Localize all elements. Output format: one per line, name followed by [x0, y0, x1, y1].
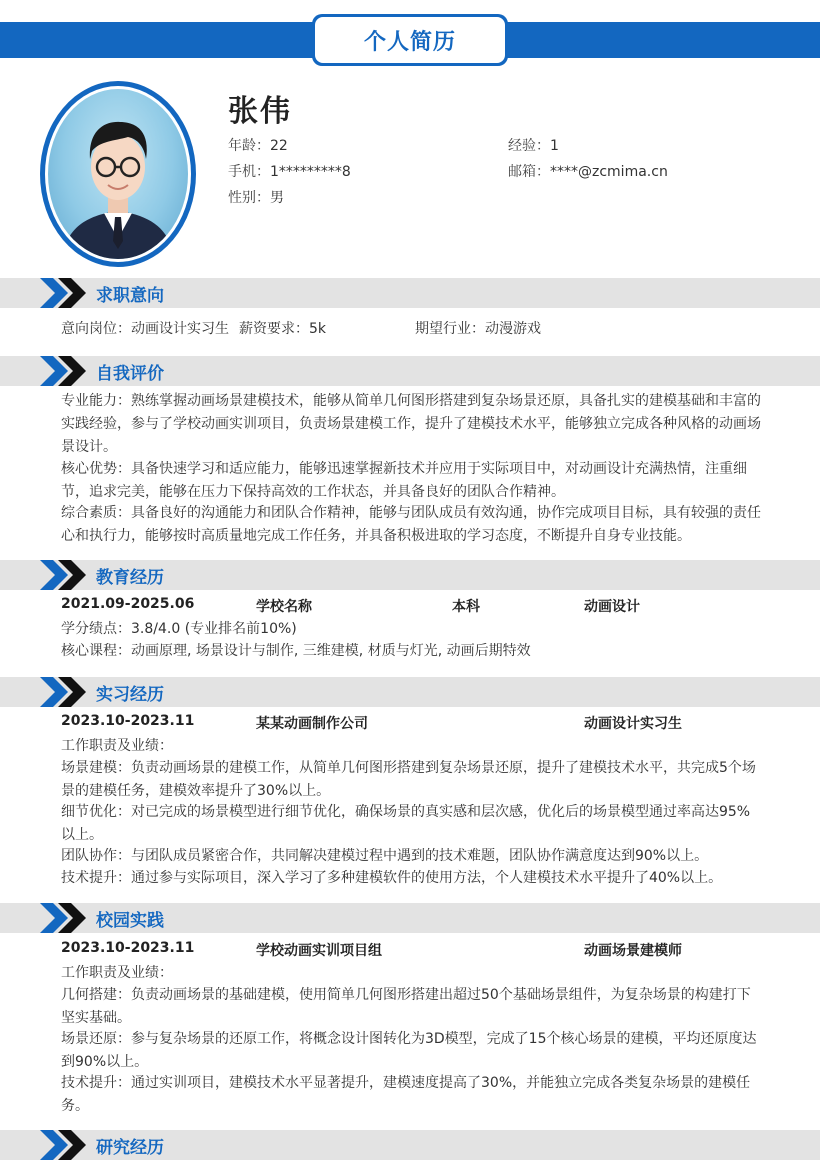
intent-salary: 薪资要求：5k [239, 321, 327, 337]
internship-role: 动画设计实习生 [584, 716, 682, 732]
internship-teamwork: 团队协作：与团队成员紧密合作，共同解决建模过程中遇到的技术难题，团队协作满意度达到90%以上。 [61, 848, 709, 864]
internship-period: 2023.10-2023.11 [61, 713, 195, 729]
campus-org: 学校动画实训项目组 [256, 943, 382, 959]
section-title: 教育经历 [96, 568, 164, 588]
campus-role: 动画场景建模师 [584, 943, 682, 959]
campus-skills: 技术提升：通过实训项目，建模技术水平显著提升，建模速度提高了30%，并能独立完成各类复杂场景的建模任务。 [61, 1075, 751, 1114]
education-row [61, 596, 761, 618]
double-chevron-icon [40, 560, 90, 590]
intent-position: 意向岗位：动画设计实习生 [61, 321, 229, 337]
education-courses: 核心课程：动画原理, 场景设计与制作, 三维建模, 材质与灯光, 动画后期特效 [61, 643, 531, 659]
profile-photo [48, 89, 188, 259]
campus-restoration: 场景还原：参与复杂场景的还原工作，将概念设计图转化为3D模型，完成了15个核心场景的建模，平均还原度达到90%以上。 [61, 1031, 757, 1070]
section-job-intent [0, 278, 820, 308]
internship-row [61, 713, 761, 735]
experience-info: 经验：1 [508, 138, 559, 154]
resume-title: 个人简历 [315, 17, 505, 63]
section-education [0, 560, 820, 590]
double-chevron-icon [40, 903, 90, 933]
internship-modeling: 场景建模：负责动画场景的建模工作，从简单几何图形搭建到复杂场景还原，提升了建模技术水平，共完成5个场景的建模任务，建模效率提升了30%以上。 [61, 760, 756, 799]
double-chevron-icon [40, 1130, 90, 1160]
self-eval-quality: 综合素质：具备良好的沟通能力和团队合作精神，能够与团队成员有效沟通，协作完成项目目标，具有较强的责任心和执行力，能够按时高质量地完成工作任务，并具备积极进取的学习态度，不断提升自身专业技能。 [61, 505, 761, 544]
gender-info: 性别：男 [228, 190, 284, 206]
intent-industry: 期望行业：动漫游戏 [415, 321, 541, 337]
education-degree: 本科 [452, 599, 480, 615]
double-chevron-icon [40, 278, 90, 308]
email-info: 邮箱：****@zcmima.cn [508, 164, 668, 180]
education-period: 2021.09-2025.06 [61, 596, 195, 612]
section-self-eval [0, 356, 820, 386]
internship-optimization: 细节优化：对已完成的场景模型进行细节优化，确保场景的真实感和层次感，优化后的场景模型通过率高达95%以上。 [61, 804, 751, 843]
double-chevron-icon [40, 677, 90, 707]
education-school: 学校名称 [256, 599, 312, 615]
avatar [40, 81, 196, 267]
campus-geometry: 几何搭建：负责动画场景的基础建模，使用简单几何图形搭建出超过50个基础场景组件，为复杂场景的构建打下坚实基础。 [61, 987, 751, 1026]
double-chevron-icon [40, 356, 90, 386]
section-title: 求职意向 [96, 286, 164, 306]
section-title: 校园实践 [96, 911, 164, 931]
campus-duties-label: 工作职责及业绩： [61, 965, 173, 981]
section-campus [0, 903, 820, 933]
campus-period: 2023.10-2023.11 [61, 940, 195, 956]
section-title: 研究经历 [96, 1138, 164, 1158]
section-research [0, 1130, 820, 1160]
self-eval-professional: 专业能力：熟练掌握动画场景建模技术，能够从简单几何图形搭建到复杂场景还原，具备扎实的建模基础和丰富的实践经验，参与了学校动画实训项目，负责场景建模工作，提升了建模技术水平，能够独立完成各种风格的动画场景设计。 [61, 393, 761, 455]
self-eval-strengths: 核心优势：具备快速学习和适应能力，能够迅速掌握新技术并应用于实际项目中，对动画设计充满热情，注重细节，追求完美，能够在压力下保持高效的工作状态，并具备良好的团队合作精神。 [61, 461, 747, 500]
campus-row [61, 940, 761, 962]
education-gpa: 学分绩点：3.8/4.0 (专业排名前10%) [61, 621, 297, 637]
education-major: 动画设计 [584, 599, 640, 615]
resume-title-box [312, 14, 508, 66]
phone-info: 手机：1*********8 [228, 164, 351, 180]
section-title: 自我评价 [96, 364, 164, 384]
section-internship [0, 677, 820, 707]
internship-company: 某某动画制作公司 [256, 716, 368, 732]
internship-skills: 技术提升：通过参与实际项目，深入学习了多种建模软件的使用方法，个人建模技术水平提升了40%以上。 [61, 870, 723, 886]
section-title: 实习经历 [96, 685, 164, 705]
age-info: 年龄：22 [228, 138, 288, 154]
candidate-name: 张伟 [228, 94, 292, 129]
internship-duties-label: 工作职责及业绩： [61, 738, 173, 754]
